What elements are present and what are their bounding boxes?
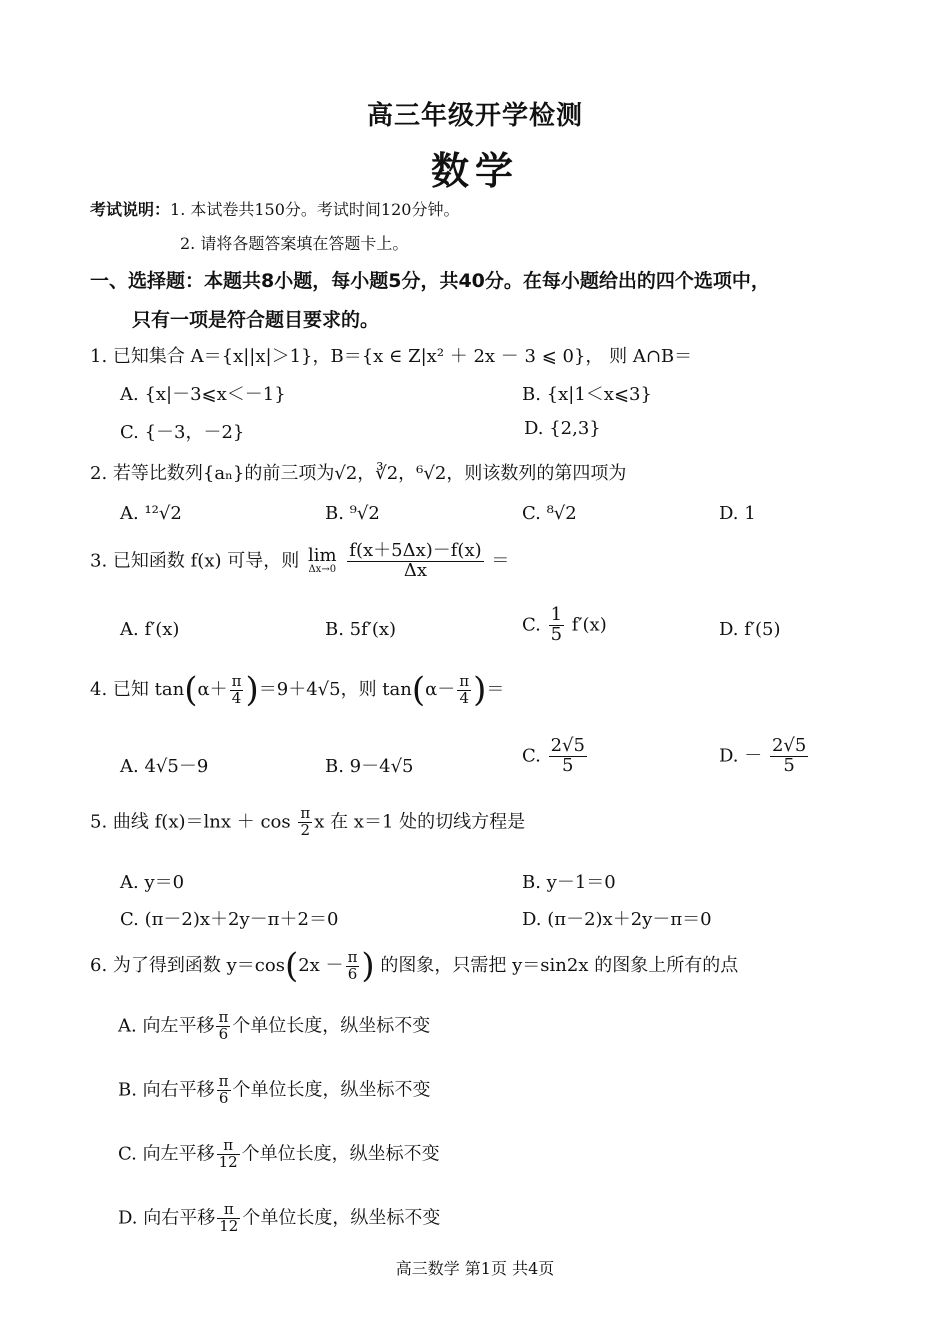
question-stem: 若等比数列{aₙ}的前三项为√2，∛2，⁶√2，则该数列的第四项为 [112,463,627,484]
pi-over-4 [457,671,471,707]
subject-title: 数学 [430,149,519,193]
q3-option-d: D. f′(5) [719,619,781,640]
q6-option-a [118,1010,430,1043]
fraction-denominator: Δx [403,559,428,581]
option-fraction [770,737,808,776]
option-text: C. 向左平移 [118,1143,215,1165]
fraction-numerator: π [218,1072,229,1090]
question-number: 2. [90,463,108,484]
q2-option-d: D. 1 [719,503,756,524]
q2-option-b: B. ⁹√2 [325,503,380,524]
q2-option-c: C. ⁸√2 [522,503,577,524]
limit-operator [308,547,337,575]
q5-option-b: B. y－1＝0 [522,872,616,893]
equals-sign: ＝ [486,679,505,700]
fraction-numerator: π [300,804,311,822]
q4-option-b: B. 9－4√5 [325,756,414,777]
fraction-numerator: 1 [550,604,563,625]
q1-option-c: C. {－3，－2} [120,422,245,443]
section-heading-line2: 只有一项是符合题目要求的。 [132,309,380,331]
option-text-tail: 个单位长度，纵坐标不变 [232,1015,431,1037]
question-number: 3. [90,550,108,572]
q5-option-d: D. (π－2)x＋2y－π＝0 [522,909,712,930]
fraction-denominator: 4 [231,688,242,707]
fraction-numerator: π [218,1008,229,1026]
fraction-denominator: 12 [218,1152,238,1171]
question-number: 5. [90,811,108,833]
pi-over-4 [230,671,244,707]
shift-fraction [216,1010,230,1043]
option-fraction [549,737,587,776]
option-text-tail: 个单位长度，纵坐标不变 [232,1079,431,1101]
question-5 [90,806,525,839]
fraction-denominator: 2 [300,820,311,839]
q3-option-c [522,606,607,645]
question-stem-mid: ＝9＋4√5，则 tan [258,679,412,700]
note-item-2: 2. 请将各题答案填在答题卡上。 [180,234,409,253]
option-text-tail: 个单位长度，纵坐标不变 [241,1143,440,1165]
q3-option-b: B. 5f′(x) [325,619,397,640]
option-text: D. 向右平移 [118,1207,216,1229]
exam-notes [90,197,459,220]
q5-option-a: A. y＝0 [120,872,185,893]
angle-expression: α＋ [197,679,228,700]
notes-label: 考试说明： [90,200,171,219]
limit-subscript: Δx→0 [308,564,337,576]
q6-option-b [118,1074,431,1107]
fraction-numerator: π [347,947,358,966]
question-stem: 已知 tan [112,679,185,700]
question-4: 4. 已知 tan(α＋ $\frac{\pi}{4}$ )＝9＋4√5，则 tan(α－ $\frac{\pi}{4}$ )＝ [90,670,505,710]
limit-label: lim [307,545,337,567]
q1-option-d: D. {2,3} [524,418,601,439]
fraction-numerator: 2√5 [771,735,807,756]
fraction-denominator: 5 [562,754,574,776]
fraction-numerator: π [217,1202,240,1219]
equals-sign: ＝ [491,550,510,572]
question-2 [90,459,626,485]
q6-option-d [118,1202,440,1235]
limit-fraction [347,542,483,581]
angle-expression: α－ [425,679,456,700]
question-stem: 已知集合 A＝{x||x|＞1}，B＝{x ∈ Z|x² ＋ 2x － 3 ⩽ 0}， 则 A∩B＝ [112,346,693,367]
option-tail: f′(x) [571,614,607,636]
pi-over-6 [346,947,360,983]
question-stem: 为了得到函数 y＝cos [112,955,285,976]
question-number: 1. [90,346,108,367]
option-text: B. 向右平移 [118,1079,215,1101]
inner-expression: 2x － [298,955,344,976]
fraction-denominator: 12 [219,1216,239,1235]
q4-option-c [522,737,589,776]
q6-option-c [118,1138,440,1171]
option-text-tail: 个单位长度，纵坐标不变 [242,1207,441,1229]
question-3 [90,542,509,581]
option-letter: C. [522,614,541,636]
question-stem-tail: x 在 x＝1 处的切线方程是 [314,811,526,833]
page-footer: 高三数学 第1页 共4页 [395,1259,555,1278]
q1-option-b: B. {x|1＜x⩽3} [522,384,652,405]
question-stem: 曲线 f(x)＝lnx ＋ cos [112,811,291,833]
fraction-numerator: π [217,1138,240,1155]
q3-option-a: A. f′(x) [120,619,180,640]
q2-option-a: A. ¹²√2 [120,503,182,524]
shift-fraction [217,1138,240,1171]
q4-option-a: A. 4√5－9 [120,756,209,777]
option-text: A. 向左平移 [118,1015,215,1037]
q1-option-a: A. {x|－3⩽x＜－1} [120,384,286,405]
question-number: 4. [90,679,108,700]
shift-fraction [217,1074,231,1107]
question-6: 6. 为了得到函数 y＝cos(2x － $\frac{\pi}{6}$ ) 的图象，只需把 y＝sin2x 的图象上所有的点 [90,946,739,986]
pi-over-2 [298,806,312,839]
fraction-numerator: π [231,671,242,690]
exam-title: 高三年级开学检测 [366,101,583,131]
question-stem-tail: 的图象，只需把 y＝sin2x 的图象上所有的点 [380,955,739,976]
option-letter: C. [522,745,541,767]
question-number: 6. [90,955,108,976]
fraction-denominator: 6 [218,1024,229,1043]
shift-fraction [217,1202,240,1235]
fraction-numerator: f(x＋5Δx)－f(x) [349,540,482,561]
section-heading-line1: 一、选择题：本题共8小题，每小题5分，共40分。在每小题给出的四个选项中， [90,270,770,292]
fraction-numerator: π [459,671,470,690]
fraction-denominator: 5 [783,754,795,776]
fraction-denominator: 4 [459,688,469,707]
question-1 [90,342,692,368]
fraction-denominator: 6 [218,1088,229,1107]
note-item-1: 1. 本试卷共150分。考试时间120分钟。 [170,200,460,219]
option-fraction [549,606,564,645]
q4-option-d [719,737,810,776]
fraction-denominator: 5 [550,623,563,645]
fraction-denominator: 6 [347,964,358,983]
question-stem: 已知函数 f(x) 可导，则 [112,550,300,572]
fraction-numerator: 2√5 [550,735,585,756]
option-letter: D. － [719,745,763,767]
q5-option-c: C. (π－2)x＋2y－π＋2＝0 [120,909,339,930]
